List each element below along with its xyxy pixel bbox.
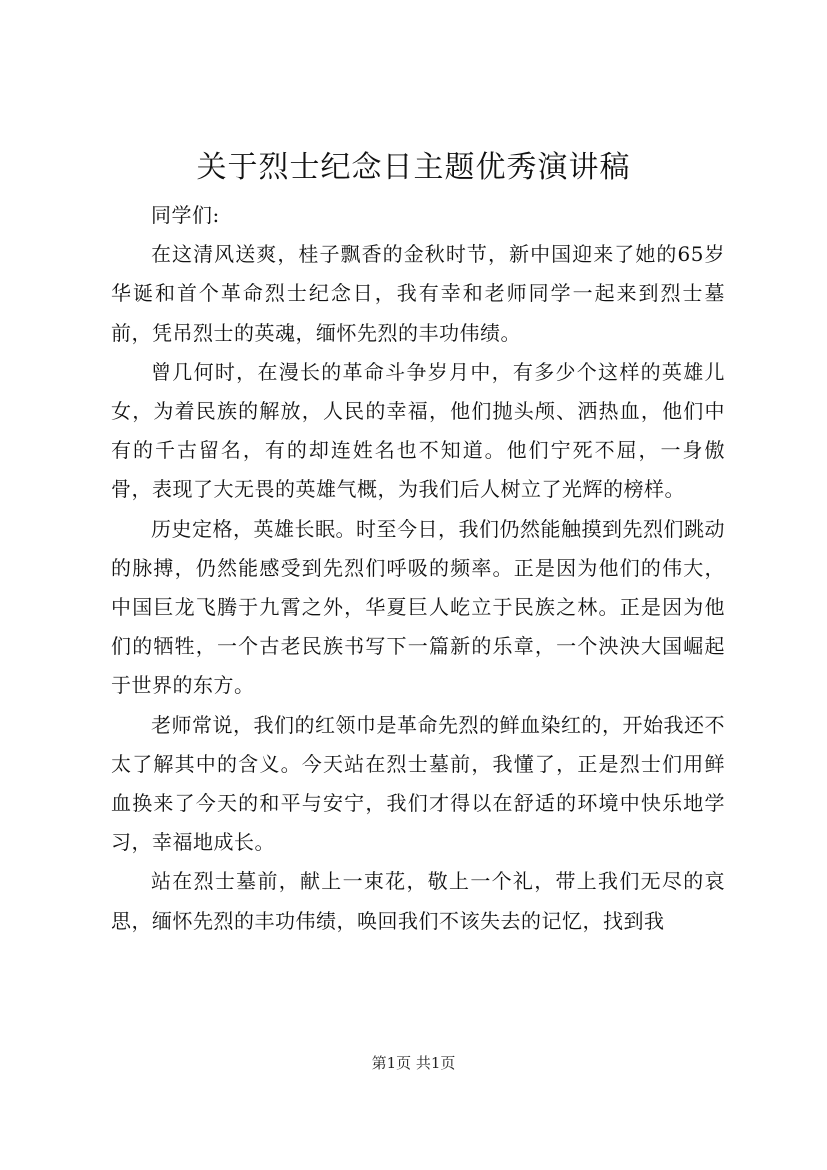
paragraph-4: 老师常说，我们的红领巾是革命先烈的鲜血染红的，开始我还不太了解其中的含义。今天站在烈士墓前，我懂了，正是烈士们用鲜血换来了今天的和平与安宁，我们才得以在舒适的环境中快乐地学习，幸福地成长。 xyxy=(111,712,725,855)
page-number: 第1页 共1页 xyxy=(371,1054,456,1072)
paragraph-5: 站在烈士墓前，献上一束花，敬上一个礼，带上我们无尽的哀思，缅怀先烈的丰功伟绩，唤回我们不该失去的记忆，找到我 xyxy=(111,869,725,933)
paragraph-3: 历史定格，英雄长眠。时至今日，我们仍然能触摸到先烈们跳动的脉搏，仍然能感受到先烈们呼吸的频率。正是因为他们的伟大，中国巨龙飞腾于九霄之外，华夏巨人屹立于民族之林。正是因为他们的牺牲，一个古老民族书写下一篇新的乐章，一个泱泱大国崛起于世界的东方。 xyxy=(111,516,725,698)
page-footer xyxy=(0,1052,827,1074)
document-title: 关于烈士纪念日主题优秀演讲稿 xyxy=(196,150,631,185)
paragraph-1: 在这清风送爽，桂子飘香的金秋时节，新中国迎来了她的65岁华诞和首个革命烈士纪念日，我有幸和老师同学一起来到烈士墓前，凭吊烈士的英魂，缅怀先烈的丰功伟绩。 xyxy=(111,242,725,345)
paragraph-greeting: 同学们: xyxy=(151,203,220,227)
paragraph-2: 曾几何时，在漫长的革命斗争岁月中，有多少个这样的英雄儿女，为着民族的解放，人民的幸福，他们抛头颅、洒热血，他们中有的千古留名，有的却连姓名也不知道。他们宁死不屈，一身傲骨，表现了大无畏的英雄气概，为我们后人树立了光辉的榜样。 xyxy=(111,359,725,502)
document-body xyxy=(111,196,725,941)
